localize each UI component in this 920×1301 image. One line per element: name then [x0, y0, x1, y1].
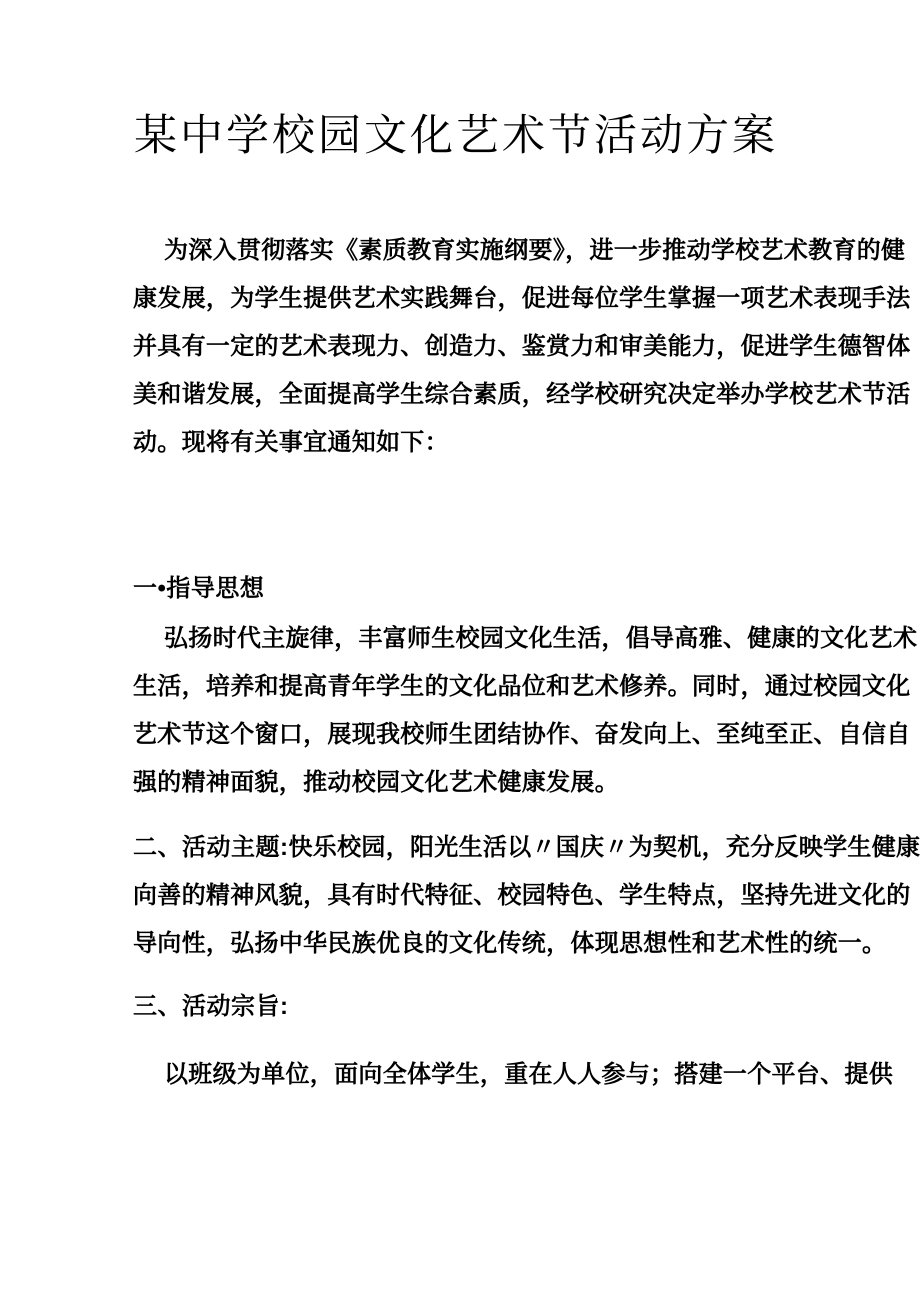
closing-line: 以班级为单位，面向全体学生，重在人人参与；搭建一个平台、提供 — [164, 1061, 893, 1088]
section1-line: 生活，培养和提高青年学生的文化品位和艺术修养。同时，通过校园文化 — [133, 673, 911, 700]
document-title: 某中学校园文化艺术节活动方案 — [134, 113, 778, 160]
closing-paragraph — [133, 1051, 893, 1099]
intro-line: 康发展，为学生提供艺术实践舞台，促进每位学生掌握一项艺术表现手法 — [133, 285, 911, 312]
section2-line: 快乐校园，阳光生活以〃国庆〃为契机，充分反映学生健康 — [288, 834, 920, 861]
section2-line: 导向性，弘扬中华民族优良的文化传统，体现思想性和艺术性的统一。 — [133, 930, 887, 957]
section2-heading: 二、活动主题: — [133, 834, 289, 861]
section3-heading: 三、活动宗旨: — [133, 993, 289, 1020]
section1-line: 艺术节这个窗口，展现我校师生团结协作、奋发向上、至纯至正、自信自 — [133, 721, 911, 748]
intro-paragraph — [133, 227, 911, 467]
section1-line: 强的精神面貌，推动校园文化艺术健康发展。 — [133, 769, 619, 796]
section2-paragraph — [133, 824, 920, 968]
intro-line: 并具有一定的艺术表现力、创造力、鉴赏力和审美能力，促进学生德智体 — [133, 333, 911, 360]
section2-first-line — [133, 824, 920, 872]
section1-heading: 一•指导思想 — [133, 575, 265, 602]
intro-line: 美和谐发展，全面提高学生综合素质，经学校研究决定举办学校艺术节活 — [133, 381, 911, 408]
section1-paragraph — [133, 615, 918, 807]
intro-line: 动。现将有关事宜通知如下： — [133, 429, 449, 456]
section2-line: 向善的精神风貌，具有时代特征、校园特色、学生特点，坚持先进文化的 — [133, 882, 911, 909]
intro-line: 为深入贯彻落实《素质教育实施纲要》，进一步推动学校艺术教育的健 — [164, 237, 906, 264]
section1-line: 弘扬时代主旋律，丰富师生校园文化生活，倡导高雅、健康的文化艺术 — [164, 625, 918, 652]
